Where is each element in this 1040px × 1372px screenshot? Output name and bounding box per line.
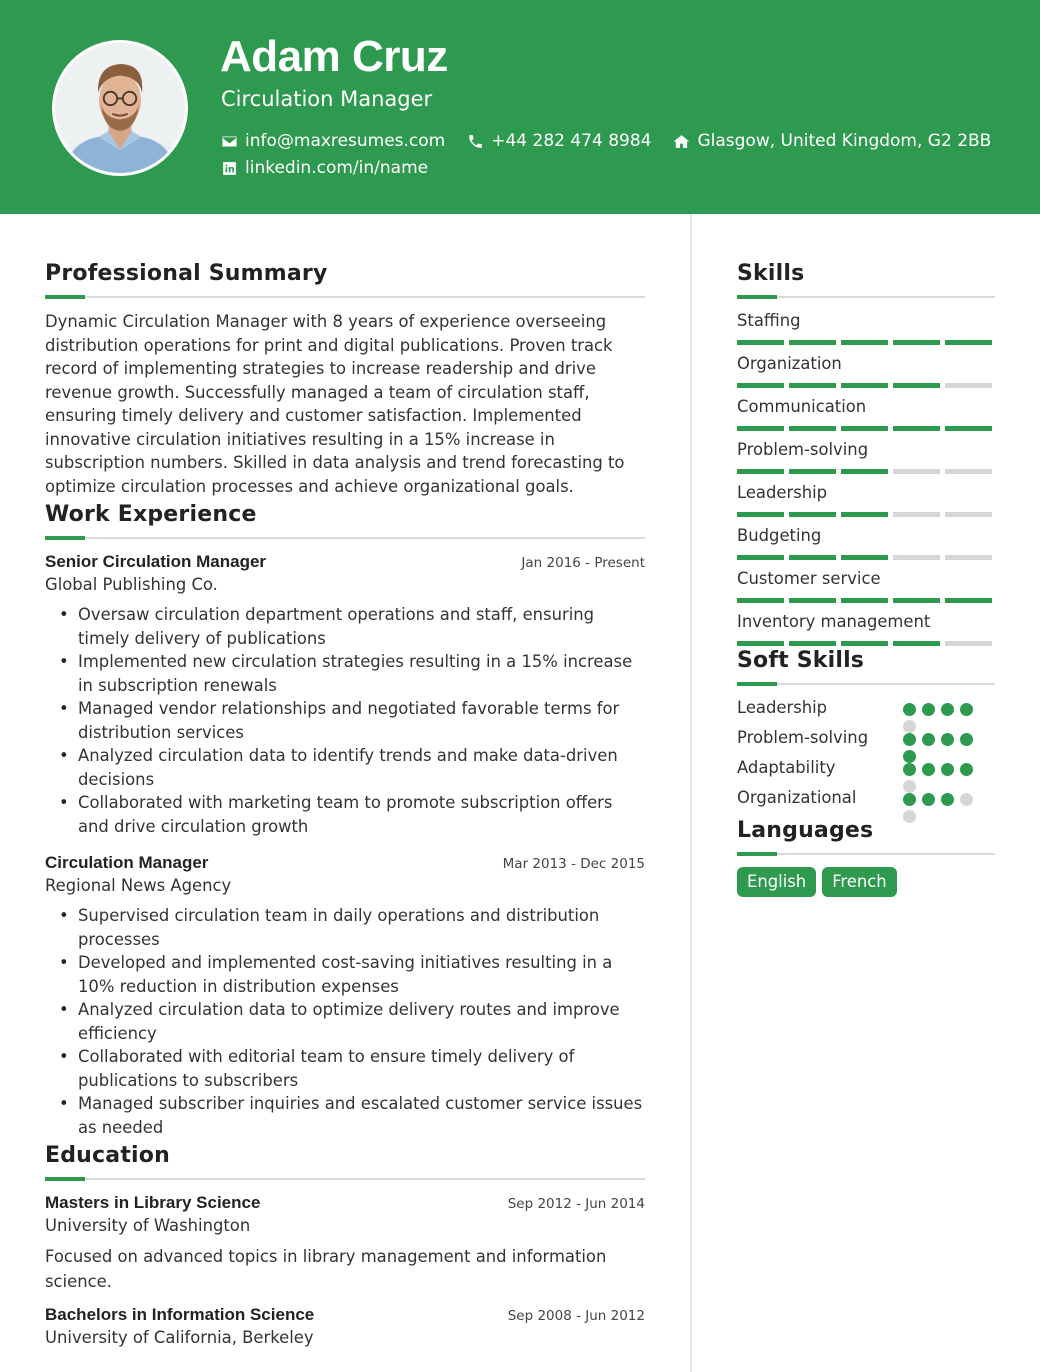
candidate-name: Adam Cruz [220,32,448,81]
language-tag: English [737,867,816,897]
section-title: Professional Summary [45,261,328,286]
phone-text: +44 282 474 8984 [491,131,652,151]
email-text: info@maxresumes.com [245,131,446,151]
section-title: Work Experience [45,502,257,527]
skill-level-segment [841,598,888,603]
candidate-title: Circulation Manager [221,87,433,111]
skill-item [737,310,995,353]
skill-level-segment [893,469,940,474]
skill-level-segment [893,426,940,431]
section-rule [737,296,995,298]
contact-location [673,130,991,152]
language-tag: French [822,867,897,897]
envelope-icon [221,133,238,150]
school: University of Washington [45,1216,251,1235]
skill-level-segment [893,598,940,603]
section-title: Languages [737,818,874,843]
job-role: Circulation Manager [45,853,209,872]
skill-level-segment [789,555,836,560]
skill-name: Staffing [737,311,801,330]
languages-list [737,867,995,897]
section-rule [45,296,645,298]
rating-dot [941,763,954,776]
rating-dot [960,793,973,806]
rating-dot [903,780,916,793]
skill-level-bar [737,383,995,388]
skill-item [737,525,995,568]
rating-dot [903,763,916,776]
skill-level-segment [893,340,940,345]
soft-skill-name: Organizational [737,788,857,807]
skill-level-segment [893,512,940,517]
skill-name: Communication [737,397,867,416]
job-dates: Jan 2016 - Present [521,555,645,571]
skill-level-segment [841,469,888,474]
skill-level-segment [841,340,888,345]
section-rule [737,853,995,855]
soft-skill-item [737,697,995,727]
education-dates: Sep 2012 - Jun 2014 [507,1196,645,1212]
soft-skills-section [737,645,995,817]
rating-dot [941,703,954,716]
skill-level-bar [737,512,995,517]
education-dates: Sep 2008 - Jun 2012 [507,1308,645,1324]
skills-section [737,258,995,654]
degree: Bachelors in Information Science [45,1305,315,1324]
education-description: Focused on advanced topics in library management and information science. [45,1247,607,1291]
experience-section [45,499,645,1139]
rating-dot [941,733,954,746]
skill-item [737,353,995,396]
resume-header [0,0,1040,214]
skill-item [737,439,995,482]
home-icon [673,133,690,150]
summary-text: Dynamic Circulation Manager with 8 years of experience overseeing distribution operations for print and digital publications. Proven track record of implementing strategies to increase readership and drive revenue growth. Successfully managed a team of circulation staff, ensuring timely delivery and customer satisfaction. Implemented innovative circulation initiatives resulting in a 15% increase in subscription numbers. Skilled in data analysis and trend forecasting to optimize circulation processes and achieve organizational goals. [45,312,625,496]
skill-level-segment [945,555,992,560]
contact-email[interactable] [221,130,445,152]
skill-level-segment [893,641,940,646]
contact-phone[interactable] [467,130,651,152]
job-bullets [45,904,645,1139]
skill-item [737,482,995,525]
skill-level-segment [945,383,992,388]
soft-skill-rating [903,763,975,793]
skill-level-segment [893,383,940,388]
section-rule [45,1178,645,1180]
contact-row [221,130,1013,152]
skills-list [737,310,995,654]
rating-dot [960,763,973,776]
list-item: • Analyzed circulation data to identify trends and make data-driven decisions [78,744,645,791]
degree: Masters in Library Science [45,1193,261,1212]
skill-name: Customer service [737,569,881,588]
job-entry [45,852,645,1139]
job-role: Senior Circulation Manager [45,552,267,571]
column-divider [690,214,692,1372]
profile-photo [55,43,185,173]
rating-dot [960,733,973,746]
skill-level-segment [841,426,888,431]
skill-level-segment [789,426,836,431]
rating-dot [922,763,935,776]
education-entry [45,1304,645,1350]
skill-level-segment [737,469,784,474]
skill-level-segment [945,340,992,345]
avatar [52,40,188,176]
main-column [45,258,645,1364]
rating-dot [903,750,916,763]
soft-skill-rating [903,733,975,763]
list-item: • Analyzed circulation data to optimize delivery routes and improve efficiency [78,998,645,1045]
skill-level-segment [945,426,992,431]
skill-level-segment [737,340,784,345]
education-section [45,1140,645,1350]
section-rule [45,537,645,539]
skill-level-segment [841,512,888,517]
job-bullets [45,603,645,838]
skill-level-segment [945,512,992,517]
linkedin-text: linkedin.com/in/name [245,158,429,178]
soft-skills-list [737,697,995,817]
rating-dot [903,720,916,733]
skill-level-bar [737,598,995,603]
skill-level-segment [893,555,940,560]
skill-level-segment [789,340,836,345]
skill-level-segment [945,641,992,646]
skill-item [737,396,995,439]
skill-level-segment [841,383,888,388]
summary-section [45,258,645,498]
soft-skill-name: Problem-solving [737,728,869,747]
list-item: • Oversaw circulation department operations and staff, ensuring timely delivery of publications [78,603,645,650]
list-item: • Managed vendor relationships and negotiated favorable terms for distribution services [78,697,645,744]
skill-name: Budgeting [737,526,822,545]
section-title: Education [45,1143,170,1168]
section-rule [737,683,995,685]
skill-item [737,568,995,611]
list-item: • Managed subscriber inquiries and escalated customer service issues as needed [78,1092,645,1139]
linkedin-icon [221,160,238,177]
location-text: Glasgow, United Kingdom, G2 2BB [697,131,992,151]
skill-level-segment [737,598,784,603]
soft-skill-rating [903,793,975,823]
job-company: Regional News Agency [45,876,232,895]
job-company: Global Publishing Co. [45,575,218,594]
list-item: • Supervised circulation team in daily operations and distribution processes [78,904,645,951]
rating-dot [960,703,973,716]
skill-name: Organization [737,354,842,373]
list-item: • Collaborated with marketing team to promote subscription offers and drive circulation growth [78,791,645,838]
languages-section [737,815,995,897]
rating-dot [903,703,916,716]
list-item: • Developed and implemented cost-saving initiatives resulting in a 10% reduction in distribution expenses [78,951,645,998]
skill-level-segment [737,383,784,388]
education-entry [45,1192,645,1294]
skill-level-segment [789,512,836,517]
skill-name: Leadership [737,483,828,502]
rating-dot [903,810,916,823]
rating-dot [922,703,935,716]
section-title: Skills [737,261,805,286]
skill-level-segment [789,383,836,388]
list-item: • Collaborated with editorial team to ensure timely delivery of publications to subscribers [78,1045,645,1092]
skill-level-bar [737,555,995,560]
rating-dot [941,793,954,806]
phone-icon [467,133,484,150]
skill-level-segment [737,512,784,517]
rating-dot [903,793,916,806]
soft-skill-name: Leadership [737,698,828,717]
soft-skill-name: Adaptability [737,758,836,777]
skill-level-bar [737,340,995,345]
job-dates: Mar 2013 - Dec 2015 [502,856,645,872]
list-item: • Implemented new circulation strategies resulting in a 15% increase in subscription renewals [78,650,645,697]
skill-level-segment [789,598,836,603]
skill-level-bar [737,469,995,474]
rating-dot [922,733,935,746]
rating-dot [903,733,916,746]
section-title: Soft Skills [737,648,865,673]
soft-skill-rating [903,703,975,733]
skill-level-segment [789,469,836,474]
skill-level-segment [945,598,992,603]
skill-name: Inventory management [737,612,931,631]
skill-level-segment [737,426,784,431]
rating-dot [922,793,935,806]
skill-name: Problem-solving [737,440,869,459]
skill-level-segment [841,555,888,560]
contact-linkedin[interactable] [221,157,428,179]
skill-level-segment [737,555,784,560]
contact-row-2 [221,157,450,179]
skill-level-segment [945,469,992,474]
job-entry [45,551,645,838]
sidebar-column [737,258,995,897]
skill-level-bar [737,426,995,431]
school: University of California, Berkeley [45,1328,314,1347]
